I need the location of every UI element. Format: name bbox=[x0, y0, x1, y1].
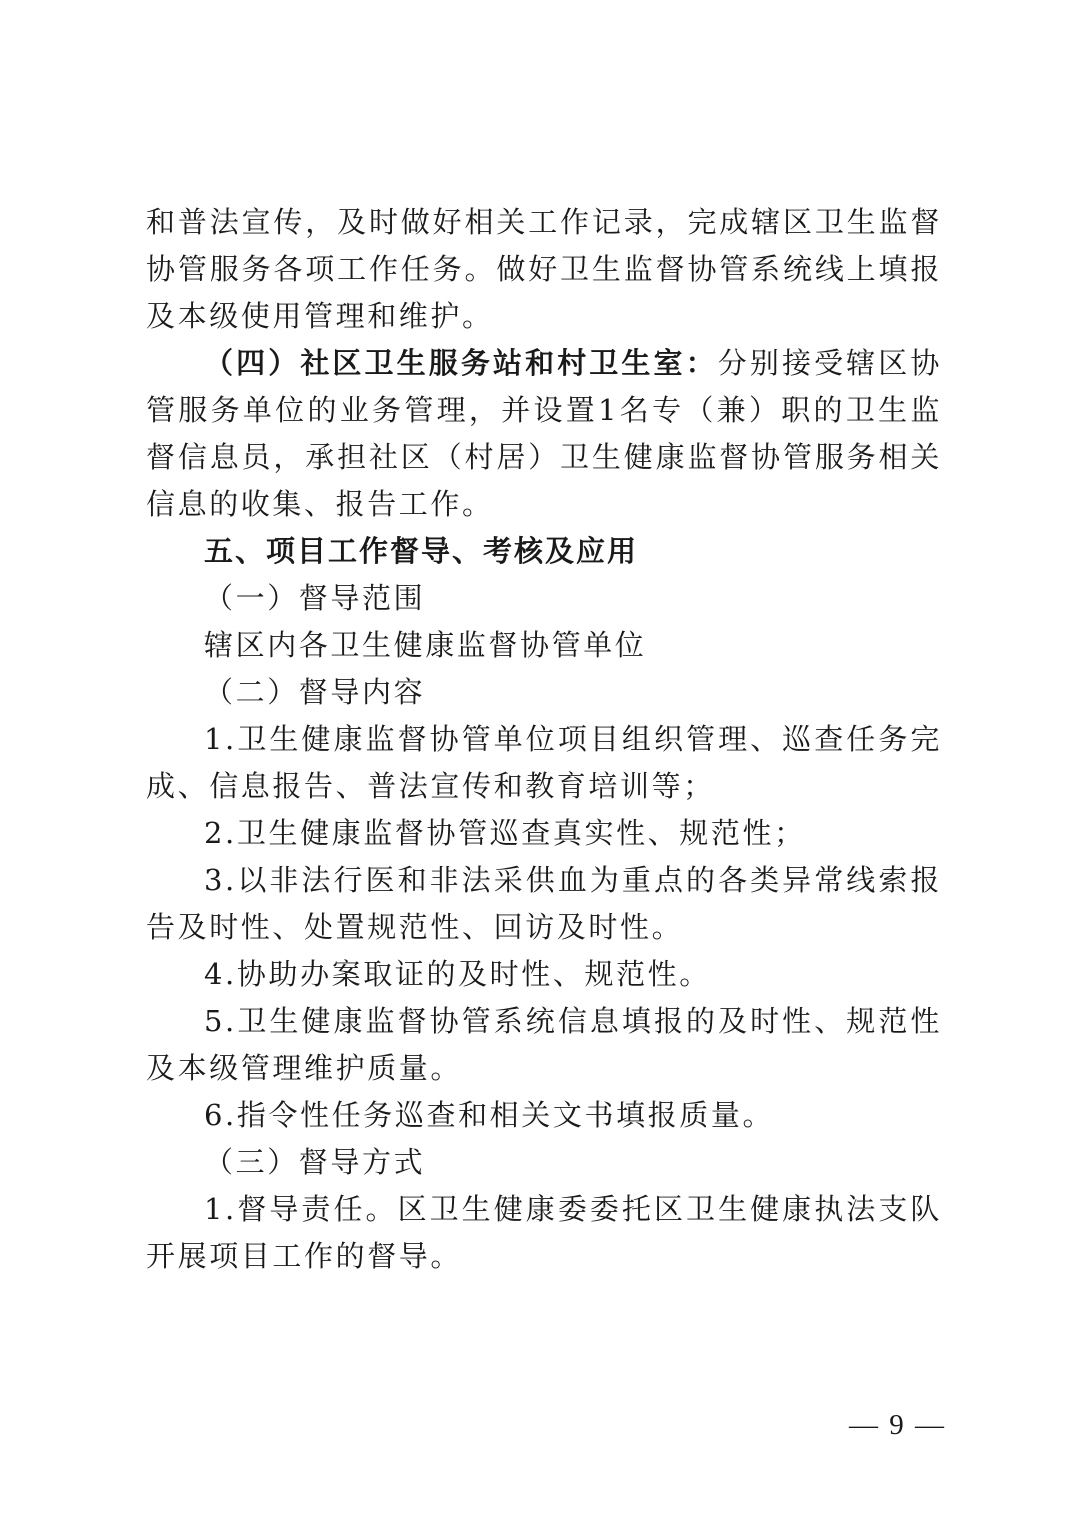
list-item-2: 2.卫生健康监督协管巡查真实性、规范性； bbox=[204, 816, 806, 850]
list-item-3: 3.以非法行医和非法采供血为重点的各类异常线索报告及时性、处置规范性、回访及时性。 bbox=[146, 863, 942, 944]
list-item-4: 4.协助办案取证的及时性、规范性。 bbox=[204, 957, 711, 991]
heading-section-five: 五、项目工作督导、考核及应用 bbox=[204, 534, 639, 568]
body-text bbox=[146, 199, 942, 1280]
list-item-5: 5.卫生健康监督协管系统信息填报的及时性、规范性及本级管理维护质量。 bbox=[146, 1004, 942, 1085]
subheading-supervision-content: （二）督导内容 bbox=[204, 675, 426, 709]
list-item-method-1: 1.督导责任。区卫生健康委委托区卫生健康执法支队开展项目工作的督导。 bbox=[146, 1192, 942, 1273]
list-item-1: 1.卫生健康监督协管单位项目组织管理、巡查任务完成、信息报告、普法宣传和教育培训等； bbox=[146, 722, 942, 803]
subheading-supervision-method: （三）督导方式 bbox=[204, 1145, 426, 1179]
paragraph-community-stations-body: 分别接受辖区协管服务单位的业务管理，并设置1名专（兼）职的卫生监督信息员，承担社区（村居）卫生健康监督协管服务相关信息的收集、报告工作。 bbox=[146, 346, 943, 521]
subheading-supervision-scope: （一）督导范围 bbox=[204, 581, 426, 615]
paragraph-community-stations bbox=[146, 340, 942, 528]
section-title-community-stations: （四）社区卫生服务站和村卫生室： bbox=[204, 346, 718, 380]
paragraph-supervision-scope: 辖区内各卫生健康监督协管单位 bbox=[204, 628, 647, 662]
page-number: — 9 — bbox=[849, 1409, 946, 1441]
paragraph-continuation: 和普法宣传，及时做好相关工作记录，完成辖区卫生监督协管服务各项工作任务。做好卫生监督协管系统线上填报及本级使用管理和维护。 bbox=[146, 205, 942, 333]
list-item-6: 6.指令性任务巡查和相关文书填报质量。 bbox=[204, 1098, 775, 1132]
